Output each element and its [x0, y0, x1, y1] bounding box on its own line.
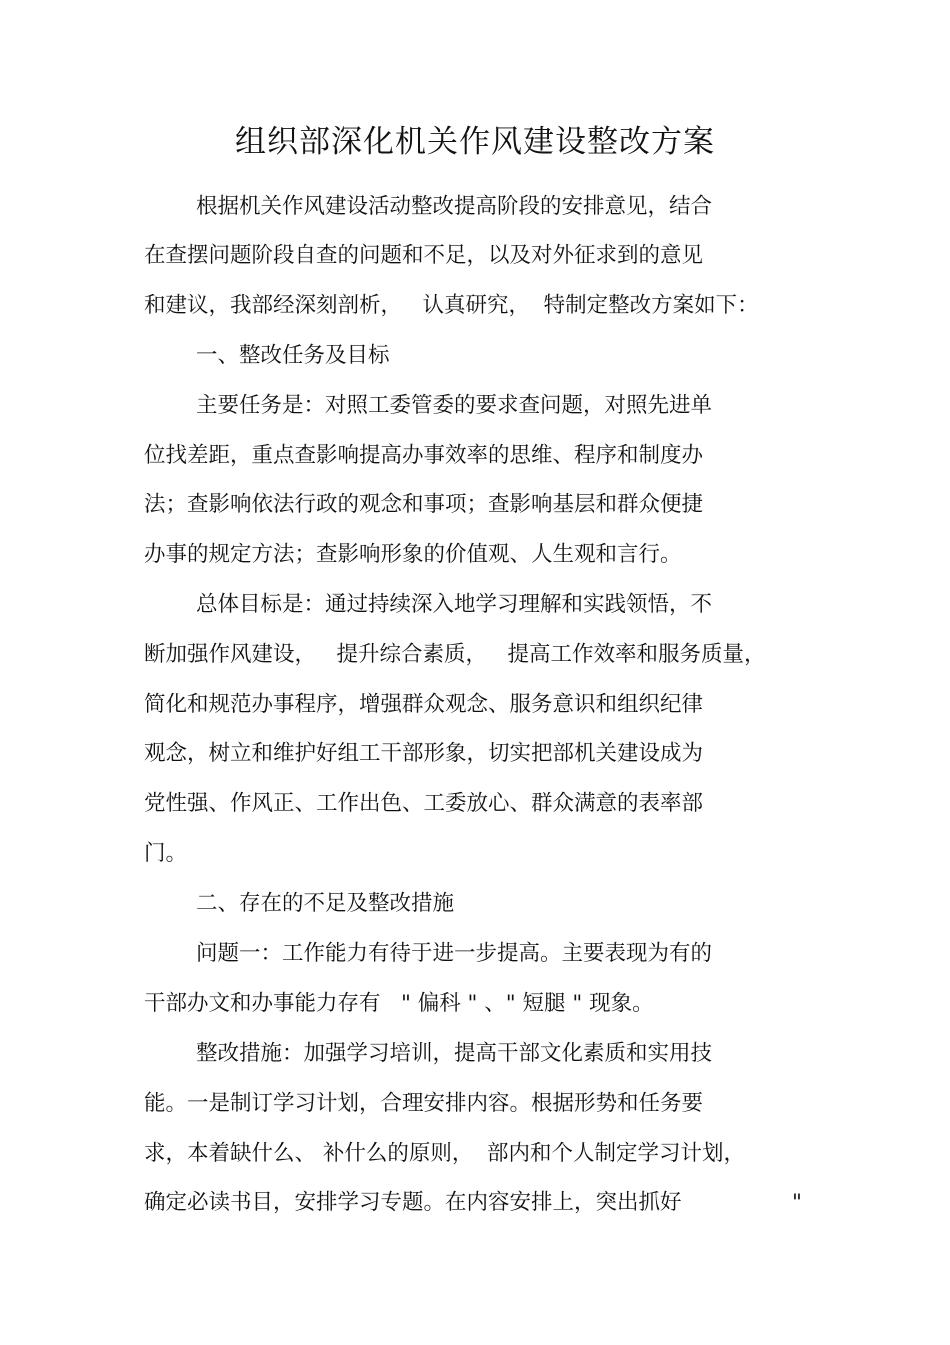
paragraph-line: 确定必读书目，安排学习专题。在内容安排上，突出抓好	[144, 1190, 682, 1215]
paragraph-line: 在查摆问题阶段自查的问题和不足，以及对外征求到的意见	[144, 243, 704, 268]
paragraph-line: 观念，树立和维护好组工干部形象，切实把部机关建设成为	[144, 741, 704, 766]
paragraph-line: 断加强作风建设， 提升综合素质， 提高工作效率和服务质量，	[144, 642, 766, 667]
paragraph-line: 主要任务是：对照工委管委的要求查问题，对照先进单	[196, 393, 713, 418]
trailing-quote-mark: "	[792, 1190, 802, 1215]
paragraph-line: 整改措施：加强学习培训，提高干部文化素质和实用技	[196, 1041, 713, 1066]
section-heading: 二、存在的不足及整改措施	[196, 891, 455, 916]
paragraph-line: 和建议，我部经深刻剖析， 认真研究， 特制定整改方案如下：	[144, 293, 759, 318]
paragraph-line: 干部办文和办事能力存有 " 偏科 " 、" 短腿 " 现象。	[144, 991, 654, 1016]
document-title: 组织部深化机关作风建设整改方案	[235, 124, 715, 160]
paragraph-line: 办事的规定方法；查影响形象的价值观、人生观和言行。	[144, 542, 682, 567]
paragraph-line: 简化和规范办事程序，增强群众观念、服务意识和组织纪律	[144, 692, 704, 717]
paragraph-line: 党性强、作风正、工作出色、工委放心、群众满意的表率部	[144, 791, 704, 816]
section-heading: 一、整改任务及目标	[196, 343, 390, 368]
paragraph-line: 位找差距，重点查影响提高办事效率的思维、程序和制度办	[144, 443, 704, 468]
paragraph-line: 门。	[144, 841, 188, 866]
paragraph-line: 法；查影响依法行政的观念和事项；查影响基层和群众便捷	[144, 492, 704, 517]
paragraph-line: 求，本着缺什么、 补什么的原则， 部内和个人制定学习计划，	[144, 1141, 746, 1166]
paragraph-line: 问题一：工作能力有待于进一步提高。主要表现为有的	[196, 941, 713, 966]
paragraph-line: 根据机关作风建设活动整改提高阶段的安排意见，结合	[196, 194, 713, 219]
paragraph-line: 能。一是制订学习计划，合理安排内容。根据形势和任务要	[144, 1091, 704, 1116]
paragraph-line: 总体目标是：通过持续深入地学习理解和实践领悟，不	[196, 592, 713, 617]
